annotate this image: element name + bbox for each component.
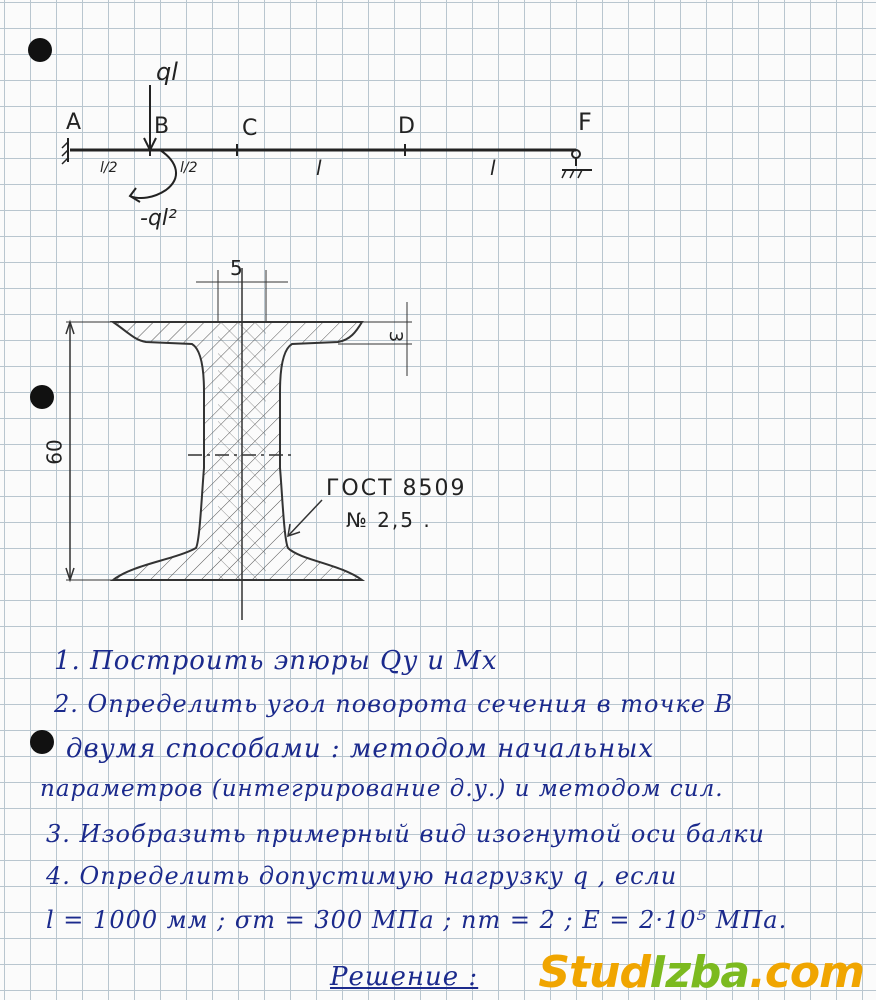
task-line: параметров (интегрирование д.у.) и методом сил. [40, 776, 724, 802]
span-label: l/2 [100, 160, 118, 176]
profile-number: № 2,5 . [346, 508, 432, 532]
i-beam-section [66, 268, 412, 620]
height-dimension: 60 [42, 439, 67, 465]
load-label: ql [156, 58, 178, 86]
task-line: 1. Построить эпюры Qy и Mx [54, 646, 498, 676]
task-line: 3. Изобразить примерный вид изогнутой оси балки [46, 820, 765, 848]
span-label: l/2 [180, 160, 198, 176]
task-line: 2. Определить угол поворота сечения в точке B [54, 690, 734, 718]
moment-label: -ql² [140, 206, 177, 231]
solution-heading: Решение : [330, 962, 479, 992]
point-label-a: A [66, 110, 82, 135]
watermark-logo: StudIzba.com [538, 947, 864, 998]
point-label-b: B [154, 114, 170, 139]
point-label-f: F [578, 108, 592, 136]
span-label: l [316, 156, 322, 180]
task-line: 4. Определить допустимую нагрузку q , если [46, 862, 678, 890]
task-line: двумя способами : методом начальных [66, 734, 655, 764]
moment-arc [130, 150, 176, 198]
task-line: l = 1000 мм ; σт = 300 МПа ; nт = 2 ; E = 2·10⁵ МПа. [46, 906, 788, 934]
point-label-c: C [242, 116, 258, 141]
width-dimension: 5 [230, 256, 243, 280]
flange-dimension: 3 [385, 330, 407, 343]
point-label-d: D [398, 114, 415, 139]
span-label: l [490, 156, 496, 180]
beam-diagram [62, 85, 592, 202]
gost-label: ГОСТ 8509 [326, 476, 467, 501]
